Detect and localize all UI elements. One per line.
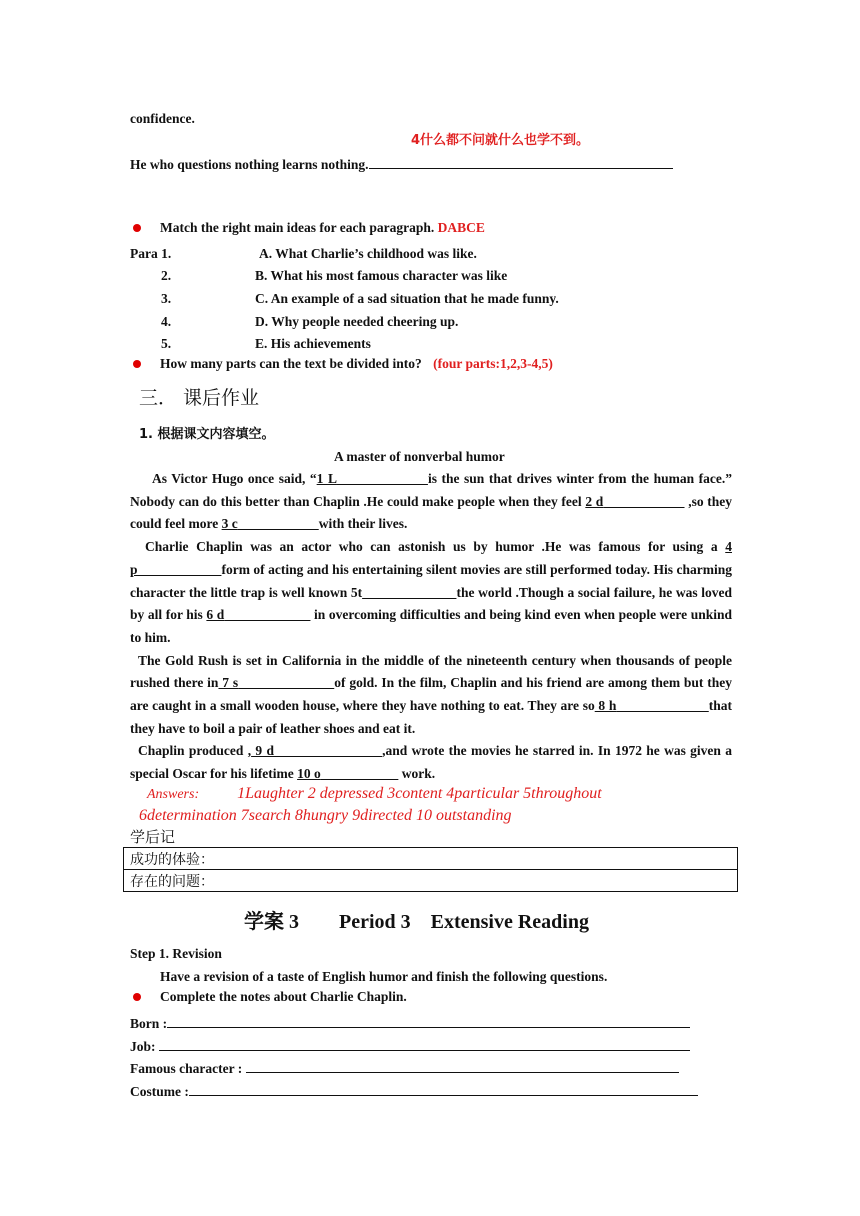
section-heading: 三． 课后作业 [139,387,260,409]
cloze-para-2 [130,536,732,650]
notes-bullet-text: Complete the notes about Charlie Chaplin. [160,989,407,1004]
blank-hint: 6 d [206,607,225,623]
proverb-blank[interactable] [369,155,673,169]
field-job-blank[interactable] [159,1036,690,1051]
step-heading: Step 1. Revision [130,946,222,961]
text: Chaplin produced , [138,743,252,759]
text: in overcoming difficulties and being kind even when people were unkind to him. [130,607,733,645]
cloze-passage [130,468,732,786]
bullet-dot [133,360,141,368]
text: with their lives. [318,516,408,532]
cloze-para-3 [130,650,732,741]
field-costume-blank[interactable] [189,1081,698,1096]
answers-line-1-text: 1Laughter 2 depressed 3content 4particular 5throughout [237,785,602,802]
blank-1[interactable] [317,471,428,486]
match-row-num: 3. [161,291,172,306]
parts-question [160,355,553,373]
blank-2[interactable] [585,494,684,509]
period3-title-text: 学案 3 Period 3 Extensive Reading [244,911,589,933]
text: that they have to boil a pair of leather shoes and eat it. [130,698,733,736]
cloze-para-1 [130,468,732,536]
notes-success-label: 成功的体验： [130,851,214,868]
match-row-num: 4. [161,314,172,329]
blank-hint: 2 d [585,493,604,509]
step-intro: Have a revision of a taste of English humor and finish the following questions. [160,969,608,984]
field-character-blank[interactable] [246,1058,679,1073]
blank-hint: 9 d [251,743,274,759]
match-answer: DABCE [437,220,485,235]
text: work. [398,766,436,782]
notes-success-cell[interactable] [124,848,738,870]
bullet-dot [133,224,141,232]
proverb-chinese: 4什么都不问就什么也学不到。 [411,133,590,148]
bullet-dot [133,993,141,1001]
match-row-idea: A. What Charlie’s childhood was like. [259,246,477,261]
text-confidence: confidence. [130,111,195,126]
parts-question-text: How many parts can the text be divided into? [160,356,422,371]
match-row-idea: C. An example of a sad situation that he made funny. [255,291,559,306]
answers-label: Answers: [147,787,200,802]
blank-3[interactable] [222,516,319,531]
field-born-blank[interactable] [167,1013,690,1028]
match-row-idea: E. His achievements [255,336,371,351]
match-prompt [160,219,485,237]
match-row-idea: B. What his most famous character was like [255,268,508,283]
passage-title: A master of nonverbal humor [334,449,505,464]
text: ,and wrote the movies he starred in. In 1972 he was given a special Oscar for his lifetime [130,743,733,782]
period3-title [244,905,589,934]
field-job [130,1036,690,1056]
text: Charlie Chaplin was an actor who can astonish us by humor .He was famous for using a [145,539,726,555]
field-costume-label: Costume : [130,1084,189,1099]
text: The Gold Rush is set in California in the middle of the nineteenth century when thousands of people rushed there in [130,652,732,691]
blank-5[interactable] [362,585,456,600]
homework-task [139,425,275,444]
blank-7[interactable] [218,675,334,690]
match-row-num: 5. [161,336,172,351]
blank-hint: 4 p [130,539,732,577]
answers-line-2: 6determination 7search 8hungry 9directed 10 outstanding [139,807,512,824]
blank-10[interactable] [297,766,398,781]
text: is the sun that drives winter from the human face.” Nobody can do this better than Chaplin .He could make people when they feel [130,471,732,509]
match-row-idea: D. Why people needed cheering up. [255,314,459,329]
field-born-label: Born : [130,1016,168,1031]
text: the world .Though a social failure, he was loved by all for his [130,584,732,623]
field-job-label: Job: [130,1039,159,1054]
blank-hint: 7 s [218,675,239,691]
blank-9[interactable] [251,743,382,758]
blank-6[interactable] [206,607,310,622]
blank-8[interactable] [595,698,709,713]
field-character-label: Famous character : [130,1061,246,1076]
blank-hint: 8 h [594,698,617,714]
match-row-num: 2. [161,268,172,283]
proverb-english-text: He who questions nothing learns nothing. [130,157,369,172]
notes-problem-cell[interactable] [124,870,738,892]
blank-hint: 1 L [316,471,337,486]
notes-heading: 学后记 [130,828,176,846]
text: As Victor Hugo once said, “ [152,471,317,486]
homework-task-text: 1. 根据课文内容填空。 [139,427,275,442]
notes-table [123,847,738,892]
notes-problem-label: 存在的问题： [130,873,214,890]
cloze-para-4 [130,740,732,785]
parts-answer: (four parts:1,2,3-4,5) [433,356,553,371]
match-row-num: Para 1. [130,246,172,261]
blank-hint: 10 o [297,766,321,782]
match-prompt-text: Match the right main ideas for each paragraph. [160,220,435,235]
answers-line-1 [147,783,602,806]
field-character [130,1058,679,1078]
field-costume [130,1081,698,1101]
text: form of acting and his entertaining silent movies are still performed today. His charming character the little trap is well known 5t [130,561,733,600]
text: of gold. In the film, Chaplin and his friend are among them but they are caught in a small wooden house, where they have nothing to eat. They are so [130,675,733,714]
blank-hint: 3 c [221,516,238,532]
proverb-english [130,155,673,174]
text: ,so they could feel more [130,493,733,532]
field-born [130,1013,690,1033]
